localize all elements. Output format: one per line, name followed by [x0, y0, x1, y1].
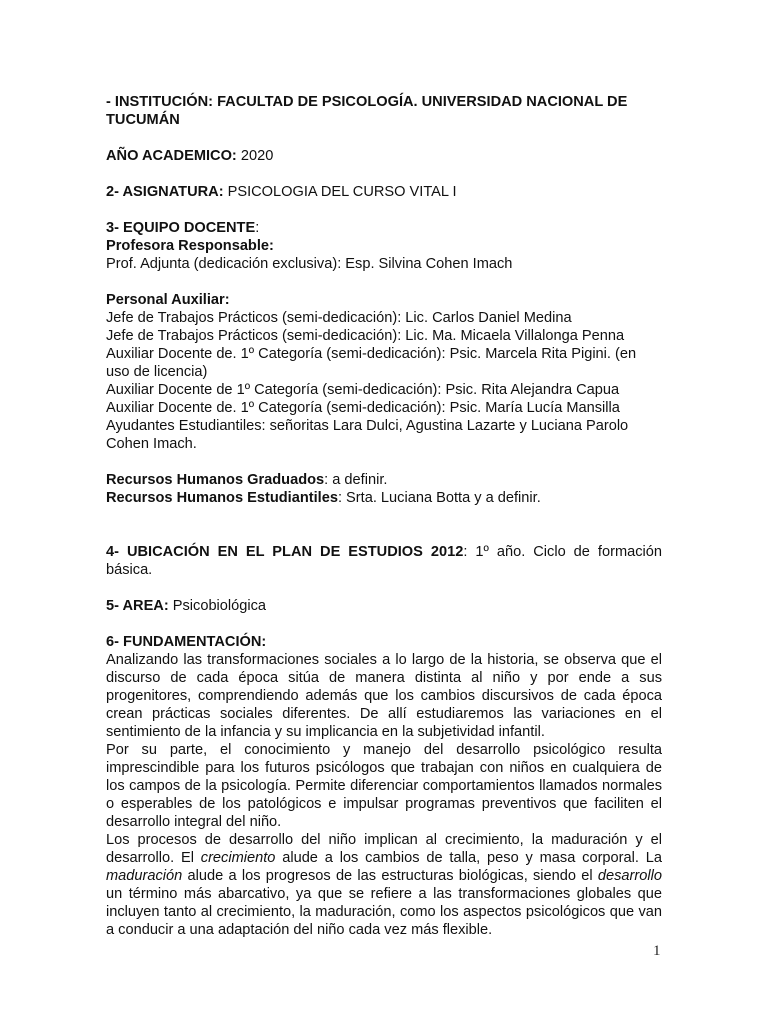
anio-label: AÑO ACADEMICO: [106, 148, 237, 164]
term-desarrollo: desarrollo [597, 868, 662, 884]
asignatura-label: 2- ASIGNATURA: [106, 184, 224, 200]
equipo-heading: 3- EQUIPO DOCENTE: [106, 220, 260, 236]
area-label: 5- AREA: [106, 598, 169, 614]
auxiliar-item: Ayudantes Estudiantiles: señoritas Lara Dulci, Agustina Lazarte y Luciana Parolo Cohen Imach. [106, 418, 629, 452]
anio-academico [106, 147, 662, 165]
ubicacion-label: 4- UBICACIÓN EN EL PLAN DE ESTUDIOS 2012 [106, 544, 464, 560]
auxiliar-item: Jefe de Trabajos Prácticos (semi-dedicación): Lic. Carlos Daniel Medina [106, 310, 572, 326]
term-crecimiento: crecimiento [200, 850, 276, 866]
fundamentacion-paragraph-3: Los procesos de desarrollo del niño implican al crecimiento, la maduración y el desarrollo. El crecimiento alude a los cambios de talla, peso y masa corporal. La maduración alude a los progresos de las estructuras biológicas, siendo el desarrollo un término más abarcativo, ya que se refiere a las transformaciones globales que incluyen tanto al crecimiento, la maduración, como los aspectos psicológicos que van a conducir a una adaptación del niño cada vez más flexible. [106, 832, 662, 938]
responsable-label: Profesora Responsable: [106, 238, 274, 254]
asignatura [106, 183, 662, 201]
area-value: Psicobiológica [168, 598, 267, 614]
anio-value: 2020 [236, 148, 274, 164]
ubicacion-value: : 1º año. Ciclo de formación básica. [106, 544, 662, 578]
recursos-estudiantiles: Recursos Humanos Estudiantiles: Srta. Luciana Botta y a definir. [106, 490, 541, 506]
fundamentacion-heading: 6- FUNDAMENTACIÓN: [106, 634, 267, 650]
fundamentacion-paragraph-1: Analizando las transformaciones sociales a lo largo de la historia, se observa que el discurso de cada época sitúa de manera distinta al niño y por ende a sus progenitores, comprendiendo además que los cambios discursivos de cada época crean prácticas sociales diferentes. De allí estudiaremos las variaciones en el sentimiento de la infancia y su implicancia en la subjetividad infantil. [106, 652, 662, 740]
institucion-heading: - INSTITUCIÓN: FACULTAD DE PSICOLOGÍA. UNIVERSIDAD NACIONAL DE TUCUMÁN [106, 94, 628, 128]
document-body [106, 93, 662, 939]
auxiliar-item: Auxiliar Docente de. 1º Categoría (semi-dedicación): Psic. Marcela Rita Pigini. (en uso de licencia) [106, 346, 637, 380]
page-number: 1 [653, 943, 661, 959]
auxiliar-label: Personal Auxiliar: [106, 292, 230, 308]
responsable-text: Prof. Adjunta (dedicación exclusiva): Esp. Silvina Cohen Imach [106, 256, 513, 272]
auxiliar-item: Jefe de Trabajos Prácticos (semi-dedicación): Lic. Ma. Micaela Villalonga Penna [106, 328, 625, 344]
asignatura-value: PSICOLOGIA DEL CURSO VITAL I [223, 184, 457, 200]
recursos-graduados: Recursos Humanos Graduados: a definir. [106, 472, 388, 488]
fundamentacion-paragraph-2: Por su parte, el conocimiento y manejo del desarrollo psicológico resulta imprescindible para los futuros psicólogos que trabajan con niños en cualquiera de los campos de la psicología. Permite diferenciar comportamientos llamados normales o esperables de los patológicos e impulsar programas preventivos que faciliten el desarrollo integral del niño. [106, 742, 662, 830]
area [106, 597, 662, 615]
auxiliar-item: Auxiliar Docente de. 1º Categoría (semi-dedicación): Psic. María Lucía Mansilla [106, 400, 620, 416]
ubicacion [106, 543, 662, 579]
term-maduracion: maduración [106, 868, 183, 884]
auxiliar-item: Auxiliar Docente de 1º Categoría (semi-dedicación): Psic. Rita Alejandra Capua [106, 382, 620, 398]
